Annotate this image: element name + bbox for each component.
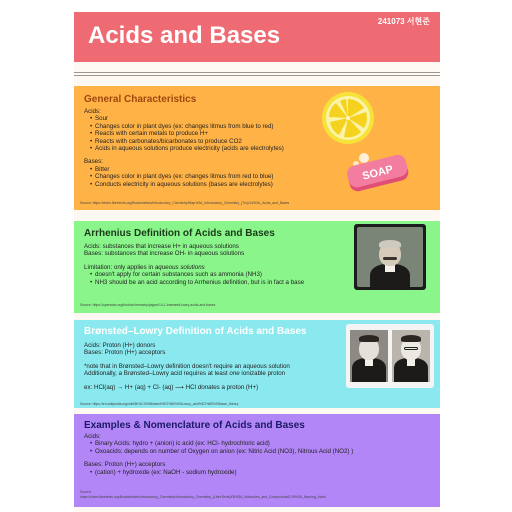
list-item: • Sour	[90, 115, 334, 122]
limitations-list	[84, 271, 354, 286]
list-item: • Binary Acids: hydro + (anion) ic acid (ex: HCl- hydrochloric acid)	[90, 440, 414, 447]
note-text: Additionally, a Brønsted–Lowry acid requires at least one ionizable proton	[84, 370, 286, 378]
section-heading: Examples & Nomenclature of Acids and Bases	[84, 420, 305, 431]
svg-text:SOAP: SOAP	[361, 163, 395, 183]
arrhenius-portrait	[354, 224, 426, 290]
acids-label: Acids:	[84, 433, 101, 440]
source-label: Source:	[80, 490, 92, 494]
page-title: Acids and Bases	[88, 22, 281, 49]
list-item: • Conducts electricity in aqueous solutions (bases are electrolytes)	[90, 181, 334, 188]
lowry-portrait	[392, 330, 430, 382]
bases-list	[84, 469, 414, 476]
divider-top	[74, 72, 440, 73]
list-item: • NH3 should be an acid according to Arrhenius definition, but is in fact a base	[90, 279, 354, 286]
student-id: 241073 서현준	[377, 17, 430, 26]
list-item: • Reacts with certain metals to produce H+	[90, 130, 334, 137]
acids-definition: Acids: Proton (H+) donors	[84, 342, 156, 349]
list-item: • doesn't apply for certain substances such as ammonia (NH3)	[90, 271, 354, 278]
bases-list	[84, 166, 334, 188]
acids-list	[84, 115, 334, 152]
bases-label: Bases:	[84, 158, 103, 166]
section-general	[74, 86, 440, 210]
bases-label: Bases: Proton (H+) acceptors	[84, 461, 166, 469]
soap-bar-icon	[342, 146, 414, 194]
source-citation: Source: https://openstax.org/books/chemistry/pages/14-1-brønsted-lowry-acids-and-bases	[80, 303, 216, 307]
title-banner	[74, 12, 440, 62]
example-equation: ex: HCl(aq) → H+ (aq) + Cl- (aq) ⟶ HCl donates a proton (H+)	[84, 383, 259, 391]
list-item: • Changes color in plant dyes (ex: changes litmus from blue to red)	[90, 123, 334, 130]
source-citation: Source: https://en.wikipedia.org/wiki/Br%C3%B8nsted%E2%80%93Lowry_acid%E2%80%93base_theory	[80, 402, 239, 406]
list-item: • (cation) + hydroxide (ex: NaOH - sodium hydroxide)	[90, 469, 414, 476]
source-citation: Source: https://chem.libretexts.org/Bookshelves/Introductory_Chemistry/Map%3A_Introductory_Chemistry_(Tro)/14%3A_Acids_and_Bases	[80, 201, 290, 205]
section-body	[84, 243, 354, 286]
acids-definition: Acids: substances that increase H+ in aqueous solutions	[84, 243, 239, 250]
person-figure	[368, 234, 412, 290]
section-arrhenius	[74, 221, 440, 313]
section-body	[84, 108, 334, 188]
list-item: • Changes color in plant dyes (ex: changes litmus from red to blue)	[90, 173, 334, 180]
list-item: • Reacts with carbonates/bicarbonates to produce CO2	[90, 138, 334, 145]
section-body	[84, 342, 354, 391]
bronsted-portrait	[350, 330, 388, 382]
section-heading: General Characteristics	[84, 94, 197, 105]
section-bronsted-lowry	[74, 320, 440, 408]
bronsted-lowry-portraits	[346, 324, 434, 388]
list-item: • Oxoacids: depends on number of Oxygen on anion (ex: Nitric Acid (NO3), Nitrous Acid (NO2) )	[90, 448, 414, 455]
lemon-slice-icon	[320, 90, 376, 146]
section-nomenclature	[74, 414, 440, 507]
section-heading: Brønsted–Lowry Definition of Acids and Bases	[84, 326, 307, 337]
list-item: • Bitter	[90, 166, 334, 173]
source-citation: https://chem.libretexts.org/Bookshelves/Introductory_Chemistry/Introductory_Chemistry_(LibreTexts)/05%3A_Molecules_and_Compounds/5.09%3A_Naming_Acids	[80, 495, 326, 499]
note-text: *note that in Brønsted–Lowry definition doesn't require an aqueous solution	[84, 362, 290, 370]
limitation-text: Limitation: only applies in aqueous solutions	[84, 263, 205, 271]
acids-list	[84, 440, 414, 455]
bases-definition: Bases: substances that increase OH- in aqueous solutions	[84, 250, 245, 258]
acids-label: Acids:	[84, 108, 101, 115]
section-heading: Arrhenius Definition of Acids and Bases	[84, 228, 275, 239]
section-body	[84, 433, 414, 476]
bases-definition: Bases: Proton (H+) acceptors	[84, 349, 166, 357]
list-item: • Acids in aqueous solutions produce electricity (acids are electrolytes)	[90, 145, 334, 152]
divider-bottom	[74, 75, 440, 76]
